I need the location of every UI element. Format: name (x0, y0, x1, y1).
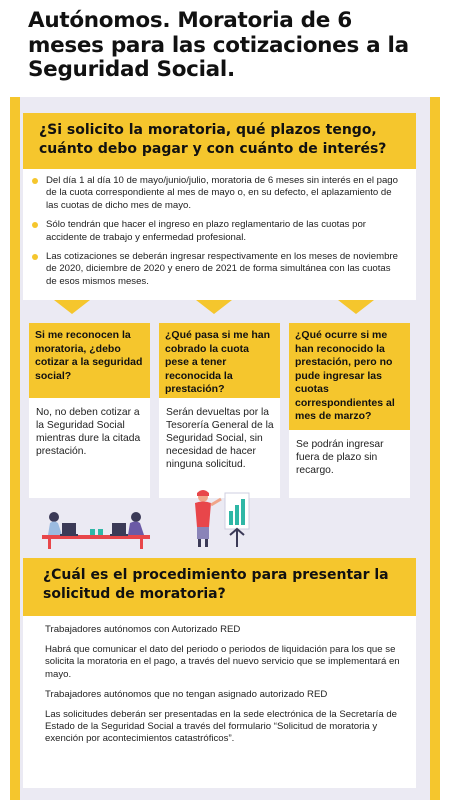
plazos-bullet-3: Las cotizaciones se deberán ingresar respectivamente en los meses de noviembre de 2020, diciembre de 2020 y enero de 2021 de forma simultánea con las cuotas de esos mismos meses. (45, 251, 402, 288)
presenter-chart-icon (185, 487, 255, 549)
plazos-bullet-1: Del día 1 al día 10 de mayo/junio/julio, moratoria de 6 meses sin interés en el pago de la cuota correspondiente al mes de mayo o, en su defecto, el aplazamiento de las cuotas de dicho mes de mayo. (45, 175, 402, 212)
title-block (0, 0, 450, 97)
arrow-down-icon (196, 300, 232, 314)
faq-card-2 (159, 323, 280, 498)
faq-card-1 (29, 323, 150, 498)
plazos-question: ¿Si solicito la moratoria, qué plazos tengo, cuánto debo pagar y con cuánto de interés? (23, 113, 416, 169)
procedimiento-body (23, 616, 416, 746)
page-title: Autónomos. Moratoria de 6 meses para las cotizaciones a la Seguridad Social. (28, 8, 409, 82)
procedimiento-subheading-1: Trabajadores autónomos con Autorizado RED (45, 624, 241, 635)
procedimiento-subheading-2: Trabajadores autónomos que no tengan asignado autorizado RED (45, 688, 328, 700)
plazos-bullet-2: Sólo tendrán que hacer el ingreso en plazo reglamentario de las cuotas por accidente de trabajo y enfermedad profesional. (45, 219, 402, 244)
procedimiento-paragraph-1: Habrá que comunicar el dato del periodo o periodos de liquidación para los que se solicita la moratoria en el pago, a través del nuevo servicio que se implementará en mayo. (45, 644, 400, 680)
arrow-down-icon (54, 300, 90, 314)
faq-question-2: ¿Qué pasa si me han cobrado la cuota pese a tener reconocida la prestación? (159, 323, 280, 398)
faq-card-3 (289, 323, 410, 498)
procedimiento-paragraph-2: Las solicitudes deberán ser presentadas en la sede electrónica de la Secretaría de Estado de la Seguridad Social a través del formulario “Solicitud de moratoria y exención por acontecimientos catastróficos”. (45, 709, 397, 745)
faq-answer-2: Serán devueltas por la Tesorería General de la Seguridad Social, sin necesidad de hacer ninguna solicitud. (166, 407, 274, 470)
procedimiento-question: ¿Cuál es el procedimiento para presentar la solicitud de moratoria? (23, 558, 416, 616)
faq-answer-1: No, no deben cotizar a la Seguridad Social mientras dure la citada prestación. (36, 407, 141, 457)
plazos-box (23, 113, 416, 300)
arrow-down-icon (338, 300, 374, 314)
plazos-list (23, 169, 416, 288)
people-working-icon (40, 505, 155, 550)
faq-question-1: Si me reconocen la moratoria, ¿debo cotizar a la seguridad social? (29, 323, 150, 398)
faq-answer-3: Se podrán ingresar fuera de plazo sin recargo. (296, 439, 384, 476)
procedimiento-box (23, 558, 416, 788)
faq-question-3: ¿Qué ocurre si me han reconocido la prestación, pero no pude ingresar las cuotas correspondientes al mes de marzo? (289, 323, 410, 430)
